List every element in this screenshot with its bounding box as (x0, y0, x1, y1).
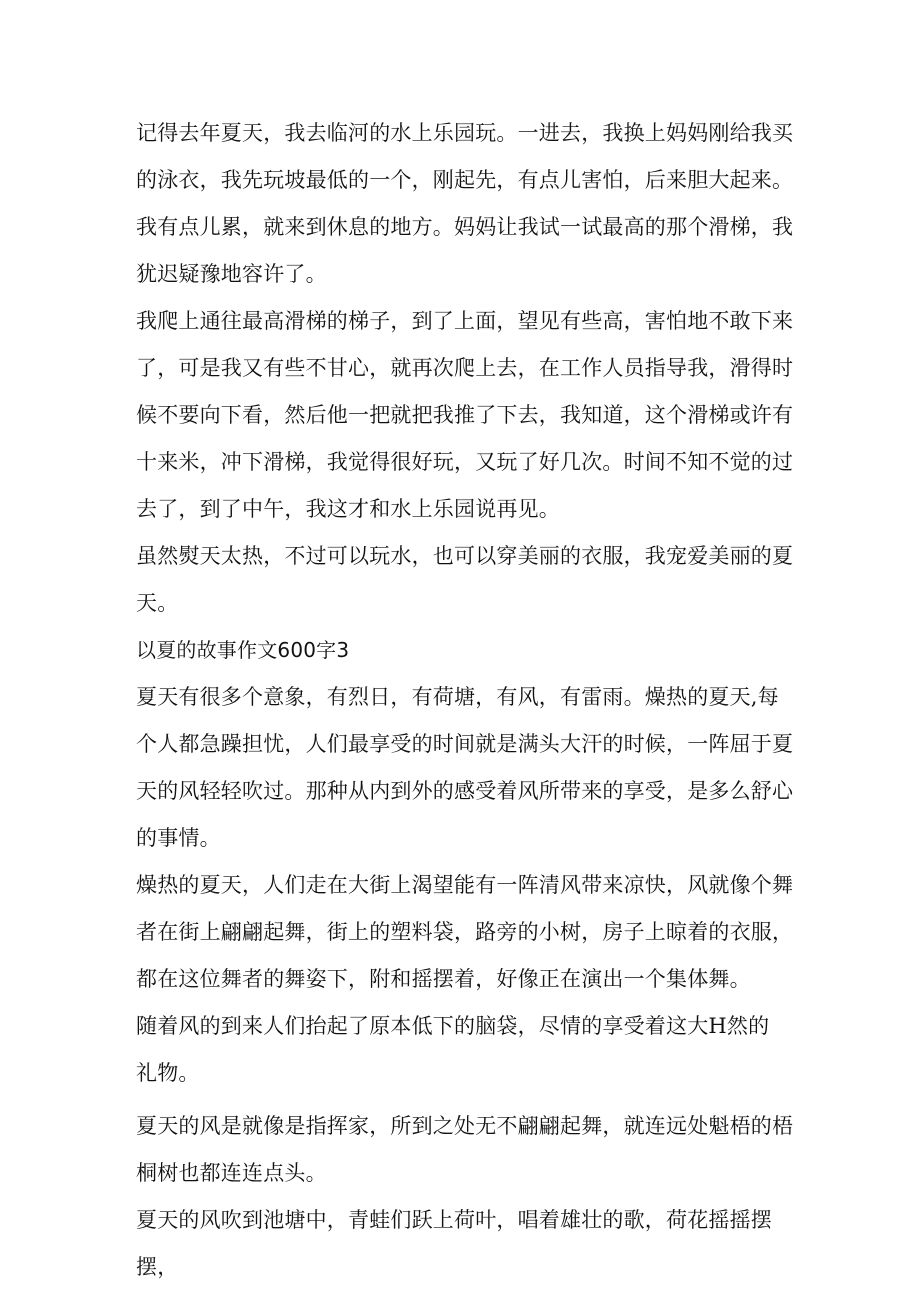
document-body (136, 110, 796, 1291)
paragraph: 我爬上通往最高滑梯的梯子，到了上面，望见有些高，害怕地不敢下来了，可是我又有些不甘心，就再次爬上去，在工作人员指导我，滑得时候不要向下看，然后他一把就把我推了下去，我知道，这个滑梯或许有十来米，冲下滑梯，我觉得很好玩，又玩了好几次。时间不知不觉的过去了，到了中午，我这才和水上乐园说再见。 (136, 309, 794, 521)
paragraph: 随着风的到来人们抬起了原本低下的脑袋，尽情的享受着这大H然的 (136, 1014, 770, 1038)
paragraph: 夏天的风吹到池塘中，青蛙们跃上荷叶，唱着雄壮的歌，荷花摇摇摆摆， (136, 1208, 772, 1279)
paragraph: 夏天的风是就像是指挥家，所到之处无不翩翩起舞，就连远处魁梧的梧桐树也都连连点头。 (136, 1114, 794, 1185)
section-heading: 以夏的故事作文600字3 (136, 638, 350, 662)
paragraph: 虽然熨天太热，不过可以玩水，也可以穿美丽的衣服，我宠爱美丽的夏天。 (136, 544, 794, 615)
paragraph: 夏天有很多个意象，有烈日，有荷塘，有风，有雷雨。燥热的夏天,每个人都急躁担忧，人们最享受的时间就是满头大汗的时候，一阵屈于夏天的风轻轻吹过。那种从内到外的感受着风所带来的享受，是多么舒心的事情。 (136, 685, 794, 850)
paragraph: 礼物。 (136, 1061, 200, 1085)
paragraph: 记得去年夏天，我去临河的水上乐园玩。一进去，我换上妈妈刚给我买的泳衣，我先玩坡最低的一个，刚起先，有点儿害怕，后来胆大起来。我有点儿累，就来到休息的地方。妈妈让我试一试最高的那个滑梯，我犹迟疑豫地容许了。 (136, 121, 794, 286)
paragraph: 燥热的夏天，人们走在大街上渴望能有一阵清风带来凉快，风就像个舞者在街上翩翩起舞，街上的塑料袋，路旁的小树，房子上晾着的衣服，都在这位舞者的舞姿下，附和摇摆着，好像正在演出一个集体舞。 (136, 873, 794, 991)
